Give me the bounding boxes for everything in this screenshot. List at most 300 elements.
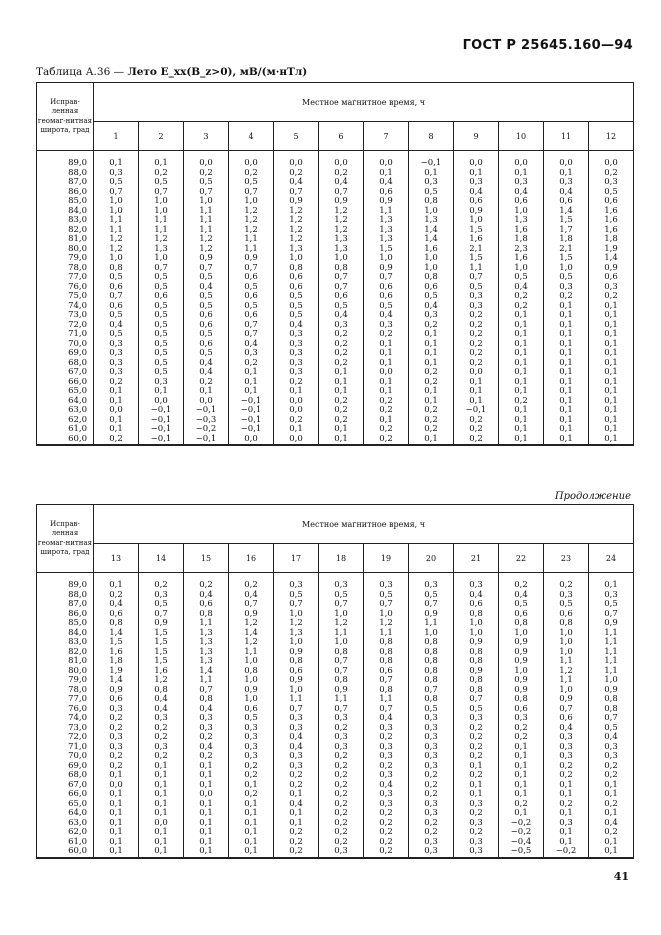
value-cell: −0,1	[454, 406, 499, 416]
value-cell: 0,1	[499, 169, 544, 179]
value-cell: 0,0	[499, 151, 544, 169]
value-cell: 1,6	[139, 667, 184, 677]
value-cell: 0,3	[364, 790, 409, 800]
value-cell: 0,2	[229, 359, 274, 369]
value-cell: 0,8	[364, 648, 409, 658]
value-cell: 0,3	[94, 705, 139, 715]
value-cell: 0,1	[454, 790, 499, 800]
value-cell: 0,4	[319, 178, 364, 188]
value-cell: 0,0	[319, 151, 364, 169]
value-cell: 0,7	[364, 273, 409, 283]
value-cell: 0,2	[319, 790, 364, 800]
value-cell: 1,1	[94, 216, 139, 226]
value-cell: 0,7	[319, 188, 364, 198]
value-cell: 0,6	[364, 667, 409, 677]
value-cell: 0,6	[544, 610, 589, 620]
value-cell: 0,7	[589, 714, 634, 724]
value-cell: 0,2	[319, 828, 364, 838]
value-cell: 0,4	[499, 188, 544, 198]
value-cell: 0,5	[94, 311, 139, 321]
value-cell: 0,1	[544, 368, 589, 378]
value-cell: 0,9	[499, 638, 544, 648]
continuation-label: Продолжение	[554, 491, 631, 502]
value-cell: 0,0	[184, 397, 229, 407]
value-cell: 0,0	[274, 406, 319, 416]
value-cell: 0,4	[364, 178, 409, 188]
value-cell: 1,2	[274, 216, 319, 226]
value-cell: 0,5	[589, 600, 634, 610]
latitude-cell: 73,0	[37, 311, 94, 321]
value-cell: 0,7	[139, 264, 184, 274]
value-cell: 0,9	[589, 686, 634, 696]
value-cell: 1,0	[319, 254, 364, 264]
value-cell: 0,1	[229, 368, 274, 378]
hour-column-header: 15	[184, 544, 229, 573]
value-cell: 1,1	[589, 629, 634, 639]
latitude-cell: 83,0	[37, 638, 94, 648]
value-cell: 0,3	[454, 847, 499, 858]
value-cell: 0,3	[364, 573, 409, 591]
value-cell: 0,5	[184, 302, 229, 312]
value-cell: 0,1	[544, 302, 589, 312]
hour-column-header: 19	[364, 544, 409, 573]
value-cell: 0,9	[94, 686, 139, 696]
value-cell: 0,6	[364, 283, 409, 293]
value-cell: 1,1	[184, 226, 229, 236]
latitude-cell: 84,0	[37, 629, 94, 639]
value-cell: 1,5	[544, 216, 589, 226]
value-cell: 0,6	[229, 705, 274, 715]
value-cell: 0,5	[274, 591, 319, 601]
value-cell: 0,4	[139, 705, 184, 715]
value-cell: 0,4	[184, 283, 229, 293]
value-cell: 0,5	[364, 302, 409, 312]
value-cell: 1,6	[499, 226, 544, 236]
value-cell: 0,7	[319, 273, 364, 283]
value-cell: 1,2	[319, 619, 364, 629]
value-cell: 0,4	[364, 781, 409, 791]
value-cell: 0,7	[184, 188, 229, 198]
value-cell: 0,3	[139, 378, 184, 388]
value-cell: 0,3	[409, 743, 454, 753]
value-cell: 0,4	[274, 800, 319, 810]
value-cell: 0,3	[274, 359, 319, 369]
value-cell: 0,6	[274, 283, 319, 293]
value-cell: 0,3	[409, 809, 454, 819]
value-cell: 0,3	[454, 838, 499, 848]
value-cell: 0,0	[364, 151, 409, 169]
value-cell: 1,0	[454, 629, 499, 639]
value-cell: 0,8	[319, 264, 364, 274]
value-cell: 0,7	[319, 657, 364, 667]
hour-column-header: 17	[274, 544, 319, 573]
value-cell: 0,2	[409, 368, 454, 378]
value-cell: 0,3	[454, 302, 499, 312]
hour-column-header: 18	[319, 544, 364, 573]
value-cell: 0,2	[589, 800, 634, 810]
value-cell: 0,3	[274, 340, 319, 350]
value-cell: 0,0	[94, 781, 139, 791]
value-cell: 1,2	[229, 619, 274, 629]
value-cell: 0,1	[589, 387, 634, 397]
value-cell: 0,1	[139, 847, 184, 858]
value-cell: 0,1	[544, 406, 589, 416]
value-cell: 0,8	[499, 619, 544, 629]
value-cell: 1,3	[184, 657, 229, 667]
value-cell: 0,6	[274, 273, 319, 283]
latitude-cell: 88,0	[37, 169, 94, 179]
value-cell: 1,4	[94, 629, 139, 639]
value-cell: 0,1	[499, 771, 544, 781]
value-cell: 0,8	[409, 695, 454, 705]
value-cell: 0,1	[364, 169, 409, 179]
value-cell: 0,1	[589, 573, 634, 591]
value-cell: 0,4	[184, 359, 229, 369]
value-cell: 0,6	[544, 197, 589, 207]
value-cell: 0,1	[139, 828, 184, 838]
latitude-cell: 80,0	[37, 245, 94, 255]
value-cell: −0,2	[499, 819, 544, 829]
value-cell: 0,3	[364, 743, 409, 753]
value-cell: 1,4	[409, 235, 454, 245]
value-cell: 0,2	[589, 169, 634, 179]
value-cell: 0,1	[499, 340, 544, 350]
value-cell: 0,5	[364, 591, 409, 601]
value-cell: 0,3	[409, 847, 454, 858]
value-cell: 1,0	[184, 197, 229, 207]
value-cell: 0,1	[499, 378, 544, 388]
latitude-cell: 71,0	[37, 743, 94, 753]
value-cell: 0,1	[184, 828, 229, 838]
value-cell: 0,3	[274, 714, 319, 724]
latitude-cell: 64,0	[37, 397, 94, 407]
value-cell: 0,2	[319, 771, 364, 781]
value-cell: 0,0	[544, 151, 589, 169]
value-cell: 0,8	[589, 695, 634, 705]
value-cell: 0,8	[319, 676, 364, 686]
latitude-cell: 70,0	[37, 340, 94, 350]
value-cell: 0,0	[589, 151, 634, 169]
value-cell: 0,2	[319, 397, 364, 407]
value-cell: 0,2	[274, 416, 319, 426]
latitude-cell: 66,0	[37, 378, 94, 388]
value-cell: 0,3	[94, 743, 139, 753]
latitude-header: Исправ-ленная геомаг-нитная широта, град	[37, 83, 94, 151]
value-cell: 0,5	[139, 359, 184, 369]
value-cell: 1,2	[94, 235, 139, 245]
value-cell: 1,3	[364, 216, 409, 226]
value-cell: 0,2	[139, 169, 184, 179]
value-cell: 1,2	[184, 245, 229, 255]
value-cell: 0,2	[319, 819, 364, 829]
value-cell: 0,1	[499, 330, 544, 340]
value-cell: 0,9	[499, 686, 544, 696]
value-cell: −0,2	[499, 828, 544, 838]
value-cell: 0,1	[589, 378, 634, 388]
value-cell: 0,1	[589, 425, 634, 435]
latitude-cell: 66,0	[37, 790, 94, 800]
value-cell: 0,1	[184, 781, 229, 791]
value-cell: 0,3	[229, 724, 274, 734]
value-cell: −0,1	[184, 406, 229, 416]
value-cell: 0,5	[409, 591, 454, 601]
value-cell: 1,0	[454, 216, 499, 226]
value-cell: −0,1	[139, 406, 184, 416]
value-cell: 0,3	[454, 573, 499, 591]
value-cell: 0,7	[229, 188, 274, 198]
value-cell: 0,3	[544, 733, 589, 743]
value-cell: 0,1	[499, 781, 544, 791]
value-cell: 0,3	[274, 349, 319, 359]
value-cell: 0,2	[364, 435, 409, 446]
value-cell: 0,5	[229, 178, 274, 188]
value-cell: 0,5	[319, 302, 364, 312]
value-cell: 0,4	[499, 283, 544, 293]
value-cell: 0,8	[364, 686, 409, 696]
value-cell: 0,0	[454, 368, 499, 378]
value-cell: 1,3	[319, 245, 364, 255]
value-cell: 0,3	[94, 340, 139, 350]
value-cell: 0,2	[319, 800, 364, 810]
value-cell: 0,2	[454, 349, 499, 359]
value-cell: 0,8	[454, 657, 499, 667]
value-cell: −0,2	[544, 847, 589, 858]
value-cell: 1,2	[139, 676, 184, 686]
value-cell: 0,2	[454, 752, 499, 762]
value-cell: 0,2	[409, 378, 454, 388]
value-cell: 0,6	[454, 197, 499, 207]
value-cell: 1,1	[589, 638, 634, 648]
value-cell: 0,1	[274, 809, 319, 819]
value-cell: 0,2	[319, 809, 364, 819]
value-cell: 0,3	[364, 800, 409, 810]
value-cell: 0,7	[319, 705, 364, 715]
value-cell: 0,2	[184, 573, 229, 591]
value-cell: 1,2	[229, 638, 274, 648]
value-cell: 1,7	[544, 226, 589, 236]
value-cell: 0,6	[184, 340, 229, 350]
value-cell: 0,2	[499, 733, 544, 743]
value-cell: 0,4	[274, 743, 319, 753]
value-cell: 1,4	[544, 207, 589, 217]
value-cell: 1,2	[364, 619, 409, 629]
value-cell: 0,4	[184, 368, 229, 378]
table-caption	[36, 66, 307, 78]
value-cell: −0,1	[229, 416, 274, 426]
value-cell: 0,1	[544, 169, 589, 179]
value-cell: 1,4	[229, 629, 274, 639]
value-cell: −0,1	[229, 425, 274, 435]
value-cell: 0,8	[274, 657, 319, 667]
value-cell: 0,5	[94, 273, 139, 283]
value-cell: 0,8	[589, 705, 634, 715]
document-header: ГОСТ Р 25645.160—94	[462, 38, 633, 53]
value-cell: 0,4	[364, 714, 409, 724]
value-cell: 0,3	[454, 178, 499, 188]
value-cell: 1,8	[589, 235, 634, 245]
value-cell: −0,1	[139, 416, 184, 426]
value-cell: 1,2	[274, 235, 319, 245]
value-cell: 0,9	[544, 695, 589, 705]
value-cell: 0,1	[139, 771, 184, 781]
value-cell: 0,1	[364, 387, 409, 397]
value-cell: 0,2	[409, 781, 454, 791]
hour-column-header: 21	[454, 544, 499, 573]
value-cell: 1,6	[499, 254, 544, 264]
value-cell: 0,7	[274, 188, 319, 198]
value-cell: 0,4	[229, 591, 274, 601]
value-cell: 1,1	[319, 629, 364, 639]
page-number: 41	[613, 870, 629, 883]
value-cell: 0,8	[274, 264, 319, 274]
value-cell: −0,1	[409, 151, 454, 169]
latitude-cell: 87,0	[37, 178, 94, 188]
value-cell: 1,1	[589, 667, 634, 677]
value-cell: 0,5	[184, 349, 229, 359]
value-cell: 0,4	[454, 591, 499, 601]
value-cell: 0,6	[499, 705, 544, 715]
value-cell: 0,2	[139, 733, 184, 743]
value-cell: 0,1	[589, 847, 634, 858]
value-cell: 2,3	[499, 245, 544, 255]
value-cell: 0,1	[409, 397, 454, 407]
hour-column-header: 5	[274, 122, 319, 151]
value-cell: 0,2	[319, 762, 364, 772]
value-cell: 0,9	[139, 619, 184, 629]
latitude-cell: 77,0	[37, 273, 94, 283]
value-cell: 0,9	[229, 254, 274, 264]
value-cell: 1,1	[184, 207, 229, 217]
value-cell: 0,6	[274, 667, 319, 677]
value-cell: 0,1	[139, 800, 184, 810]
value-cell: 0,5	[454, 283, 499, 293]
value-cell: 0,7	[274, 705, 319, 715]
value-cell: 0,2	[589, 828, 634, 838]
value-cell: 0,8	[499, 695, 544, 705]
value-cell: 0,2	[319, 340, 364, 350]
value-cell: 1,0	[319, 610, 364, 620]
value-cell: 0,7	[544, 705, 589, 715]
value-cell: 0,8	[409, 657, 454, 667]
value-cell: 0,1	[409, 349, 454, 359]
value-cell: 1,1	[229, 648, 274, 658]
value-cell: 1,0	[229, 676, 274, 686]
value-cell: 1,0	[229, 695, 274, 705]
value-cell: 1,0	[544, 629, 589, 639]
value-cell: 0,2	[454, 425, 499, 435]
value-cell: 0,5	[139, 178, 184, 188]
value-cell: 0,2	[184, 752, 229, 762]
value-cell: 0,6	[94, 302, 139, 312]
latitude-cell: 78,0	[37, 264, 94, 274]
hour-column-header: 10	[499, 122, 544, 151]
value-cell: 0,2	[319, 752, 364, 762]
value-cell: 0,3	[589, 283, 634, 293]
value-cell: 0,2	[364, 406, 409, 416]
value-cell: 0,9	[364, 264, 409, 274]
value-cell: 0,4	[499, 591, 544, 601]
value-cell: 0,8	[454, 686, 499, 696]
value-cell: 1,3	[319, 235, 364, 245]
value-cell: 0,3	[94, 169, 139, 179]
value-cell: 0,5	[229, 283, 274, 293]
value-cell: 0,1	[544, 416, 589, 426]
value-cell: 0,1	[589, 790, 634, 800]
value-cell: 0,5	[544, 600, 589, 610]
value-cell: 0,6	[229, 292, 274, 302]
hour-column-header: 7	[364, 122, 409, 151]
value-cell: 1,0	[364, 254, 409, 264]
value-cell: 0,1	[319, 387, 364, 397]
value-cell: 1,1	[274, 695, 319, 705]
value-cell: 0,6	[319, 292, 364, 302]
value-cell: 0,8	[184, 695, 229, 705]
value-cell: 0,7	[409, 600, 454, 610]
value-cell: 0,0	[364, 368, 409, 378]
value-cell: 0,2	[454, 330, 499, 340]
value-cell: 1,0	[319, 638, 364, 648]
value-cell: 0,3	[274, 368, 319, 378]
local-time-header: Местное магнитное время, ч	[94, 83, 634, 122]
hour-column-header: 2	[139, 122, 184, 151]
latitude-cell: 72,0	[37, 733, 94, 743]
value-cell: 0,0	[94, 406, 139, 416]
latitude-cell: 65,0	[37, 800, 94, 810]
value-cell: 1,0	[139, 207, 184, 217]
value-cell: 1,0	[589, 676, 634, 686]
value-cell: 0,7	[229, 600, 274, 610]
value-cell: 0,1	[499, 790, 544, 800]
value-cell: 0,6	[589, 197, 634, 207]
value-cell: 0,2	[139, 573, 184, 591]
caption-title: Лето E_xx(B_z>0), мВ/(м·нТл)	[127, 66, 308, 78]
value-cell: 0,9	[229, 610, 274, 620]
value-cell: 0,1	[544, 378, 589, 388]
value-cell: 0,1	[94, 771, 139, 781]
value-cell: 1,5	[544, 254, 589, 264]
value-cell: 0,5	[229, 302, 274, 312]
value-cell: 0,1	[94, 397, 139, 407]
value-cell: 0,1	[589, 406, 634, 416]
latitude-cell: 81,0	[37, 235, 94, 245]
value-cell: 1,1	[544, 676, 589, 686]
value-cell: 0,1	[499, 311, 544, 321]
value-cell: 0,2	[499, 292, 544, 302]
value-cell: 0,3	[274, 762, 319, 772]
value-cell: 1,1	[184, 676, 229, 686]
value-cell: −0,1	[229, 406, 274, 416]
value-cell: 1,5	[139, 629, 184, 639]
value-cell: 0,2	[409, 828, 454, 838]
value-cell: 0,5	[139, 283, 184, 293]
value-cell: 2,1	[454, 245, 499, 255]
value-cell: 0,8	[454, 610, 499, 620]
value-cell: 1,5	[454, 226, 499, 236]
value-cell: 0,1	[274, 387, 319, 397]
latitude-cell: 60,0	[37, 435, 94, 446]
value-cell: −0,3	[184, 416, 229, 426]
value-cell: 0,1	[94, 573, 139, 591]
latitude-cell: 62,0	[37, 416, 94, 426]
value-cell: 0,1	[589, 435, 634, 446]
value-cell: 0,7	[94, 188, 139, 198]
value-cell: 0,1	[499, 368, 544, 378]
value-cell: 0,1	[139, 151, 184, 169]
value-cell: 0,2	[139, 724, 184, 734]
value-cell: 0,5	[139, 311, 184, 321]
value-cell: 0,3	[499, 178, 544, 188]
value-cell: 0,9	[184, 254, 229, 264]
